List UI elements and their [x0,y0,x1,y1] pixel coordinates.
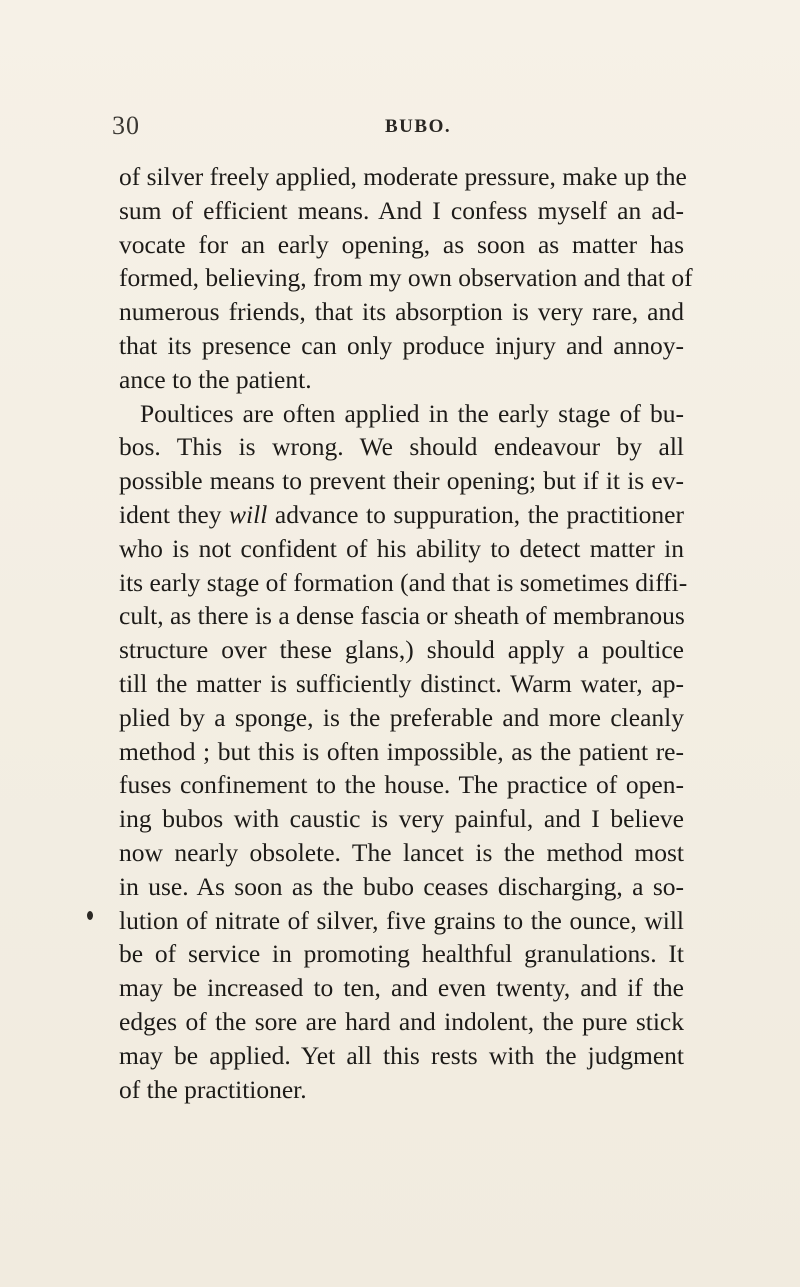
text-line: possible means to prevent their opening; but if it is ev- [119,466,684,496]
text-line: structure over these glans,) should apply a poultice [119,635,684,665]
text-line: cult, as there is a dense fascia or sheath of membranous [119,601,685,631]
text-line: its early stage of formation (and that is sometimes diffi- [119,567,688,597]
text-line: who is not confident of his ability to detect matter in [119,533,684,563]
text-line: may be increased to ten, and even twenty, and if the [119,973,684,1003]
text-line: till the matter is sufficiently distinct. Warm water, ap- [119,668,684,698]
text-line: vocate for an early opening, as soon as matter has [119,229,684,259]
text-line: bos. This is wrong. We should endeavour by all [119,432,684,462]
text-line: edges of the sore are hard and indolent, the pure stick [119,1006,684,1036]
text-line: lution of nitrate of silver, five grains to the ounce, will [119,905,684,935]
text-segment: advance to suppuration, the practitioner [267,499,684,529]
text-line: in use. As soon as the bubo ceases discharging, a so- [119,871,684,901]
text-line: may be applied. Yet all this rests with the judgment [119,1040,684,1070]
text-line: of the practitioner. [119,1074,307,1104]
text-line: now nearly obsolete. The lancet is the method most [119,837,684,867]
page-number: 30 [112,111,140,140]
text-line: be of service in promoting healthful granulations. It [119,939,684,969]
body-text [119,160,693,1106]
text-line: ance to the patient. [119,364,312,394]
emphasis-text: will [229,499,268,529]
text-line-mixed [119,498,684,532]
text-line: numerous friends, that its absorption is very rare, and [119,297,684,327]
text-line: Poultices are often applied in the early stage of bu- [140,398,684,428]
text-line: ing bubos with caustic is very painful, and I believe [119,804,684,834]
text-line: that its presence can only produce injury and annoy- [119,330,684,360]
text-line: formed, believing, from my own observation and that of [119,263,693,293]
text-segment: ident they [119,499,230,529]
margin-mark [87,911,93,920]
text-line: plied by a sponge, is the preferable and more cleanly [119,702,684,732]
text-line: of silver freely applied, moderate pressure, make up the [119,162,687,191]
text-line: fuses confinement to the house. The practice of open- [119,770,684,800]
text-line: sum of efficient means. And I confess myself an ad- [119,195,684,225]
running-title: BUBO. [385,116,452,137]
text-line: method ; but this is often impossible, as the patient re- [119,736,684,766]
